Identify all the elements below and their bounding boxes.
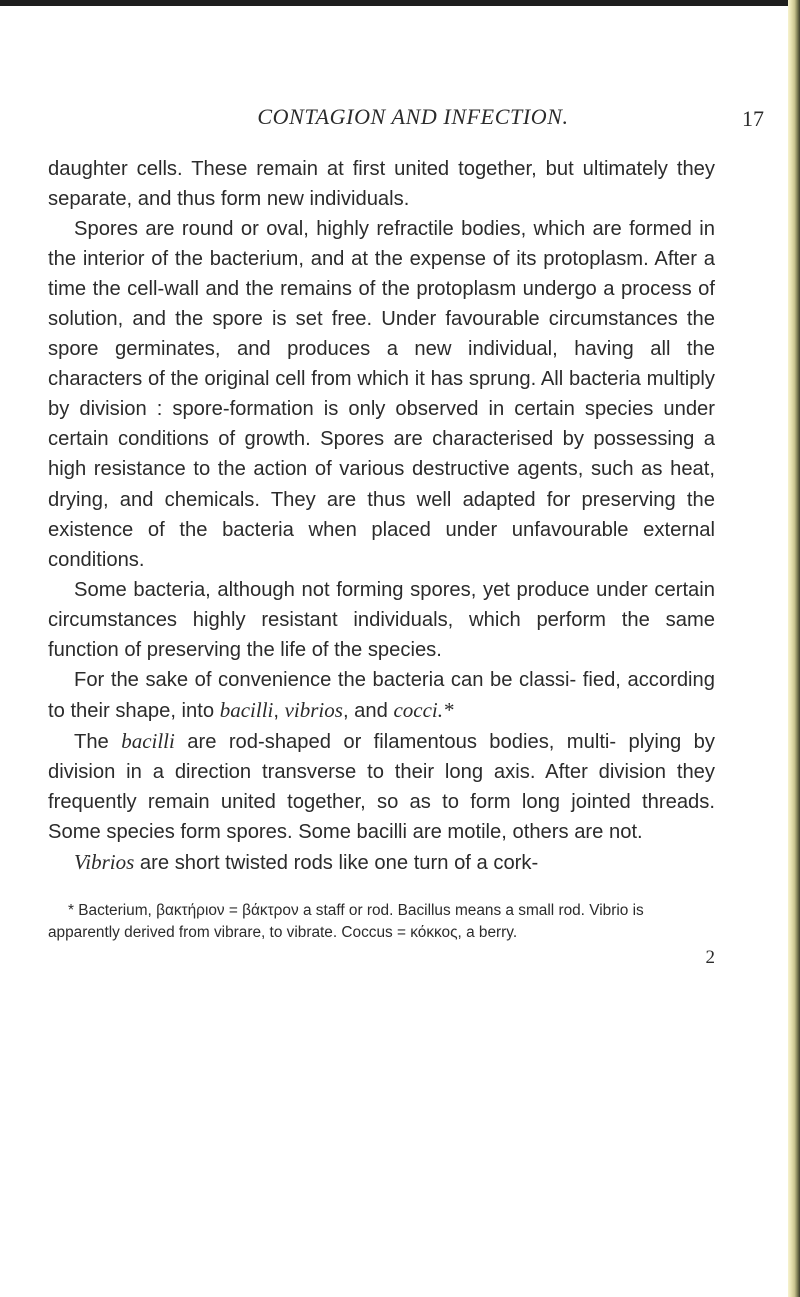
paragraph-6: [48, 847, 715, 878]
footnote: * Bacterium, βακτήριον = βάκτρον a staff or rod. Bacillus means a small rod. Vibrio is apparently derived from vibrare, to vibrate. Coccus = κόκκος, a berry.: [48, 902, 644, 941]
term-vibrios: vibrios: [284, 697, 343, 722]
paragraph-4: [48, 665, 715, 726]
paragraph-5: [48, 726, 715, 847]
term-vibrios-2: Vibrios: [74, 850, 135, 875]
paragraph-5-lead: The: [74, 730, 122, 753]
signature-mark-text: 2: [705, 947, 715, 969]
term-bacilli: bacilli: [219, 697, 274, 722]
paragraph-3: Some bacteria, although not forming spores, yet produce under certain circumstances highly resistant individuals, which perform the same function of preserving the life of the species.: [48, 578, 715, 661]
page-top-edge: [0, 0, 800, 6]
paragraph-5-text: are rod-shaped or filamentous bodies, multi- plying by division in a direction transverse to their long axis. After division they frequently remain united together, so as to form long jointed threads. Some species form spores. Some bacilli are motile, others are not.: [48, 730, 715, 844]
paragraph-4-text-c: , and: [342, 699, 394, 722]
running-title: CONTAGION AND INFECTION.: [257, 104, 569, 129]
paragraph-4-text-b: ,: [273, 699, 285, 722]
paragraph-2: Spores are round or oval, highly refractile bodies, which are formed in the interior of the bacterium, and at the expense of its protoplasm. After a time the cell-wall and the remains of the protoplasm undergo a process of solution, and the spore is set free. Under favourable circumstances the spore germinates, and produces a new individual, having all the characters of the original cell from which it has sprung. All bacteria multiply by division : spore-formation is only observed in certain species under certain conditions of growth. Spores are characterised by possessing a high resistance to the action of various destructive agents, such as heat, drying, and chemicals. They are thus well adapted for preserving the existence of the bacteria when placed under unfavourable external conditions.: [48, 218, 715, 571]
paragraph-1: daughter cells. These remain at first united together, but ultimately they separate, and thus form new individuals.: [48, 158, 715, 211]
term-bacilli-2: bacilli: [121, 728, 175, 753]
signature-mark: [48, 947, 715, 969]
running-header: [48, 104, 778, 140]
page-number: 17: [742, 106, 764, 131]
term-cocci: cocci.*: [393, 697, 454, 722]
paragraph-4-text-a: For the sake of convenience the bacteria can be classi- fied, according to their shape, into: [48, 668, 715, 722]
footnote-spacer: [48, 878, 778, 900]
page-right-edge: [788, 0, 800, 1297]
body-text: [48, 154, 715, 878]
paragraph-6-text: are short twisted rods like one turn of a cork-: [134, 852, 539, 875]
book-page: [48, 104, 778, 969]
